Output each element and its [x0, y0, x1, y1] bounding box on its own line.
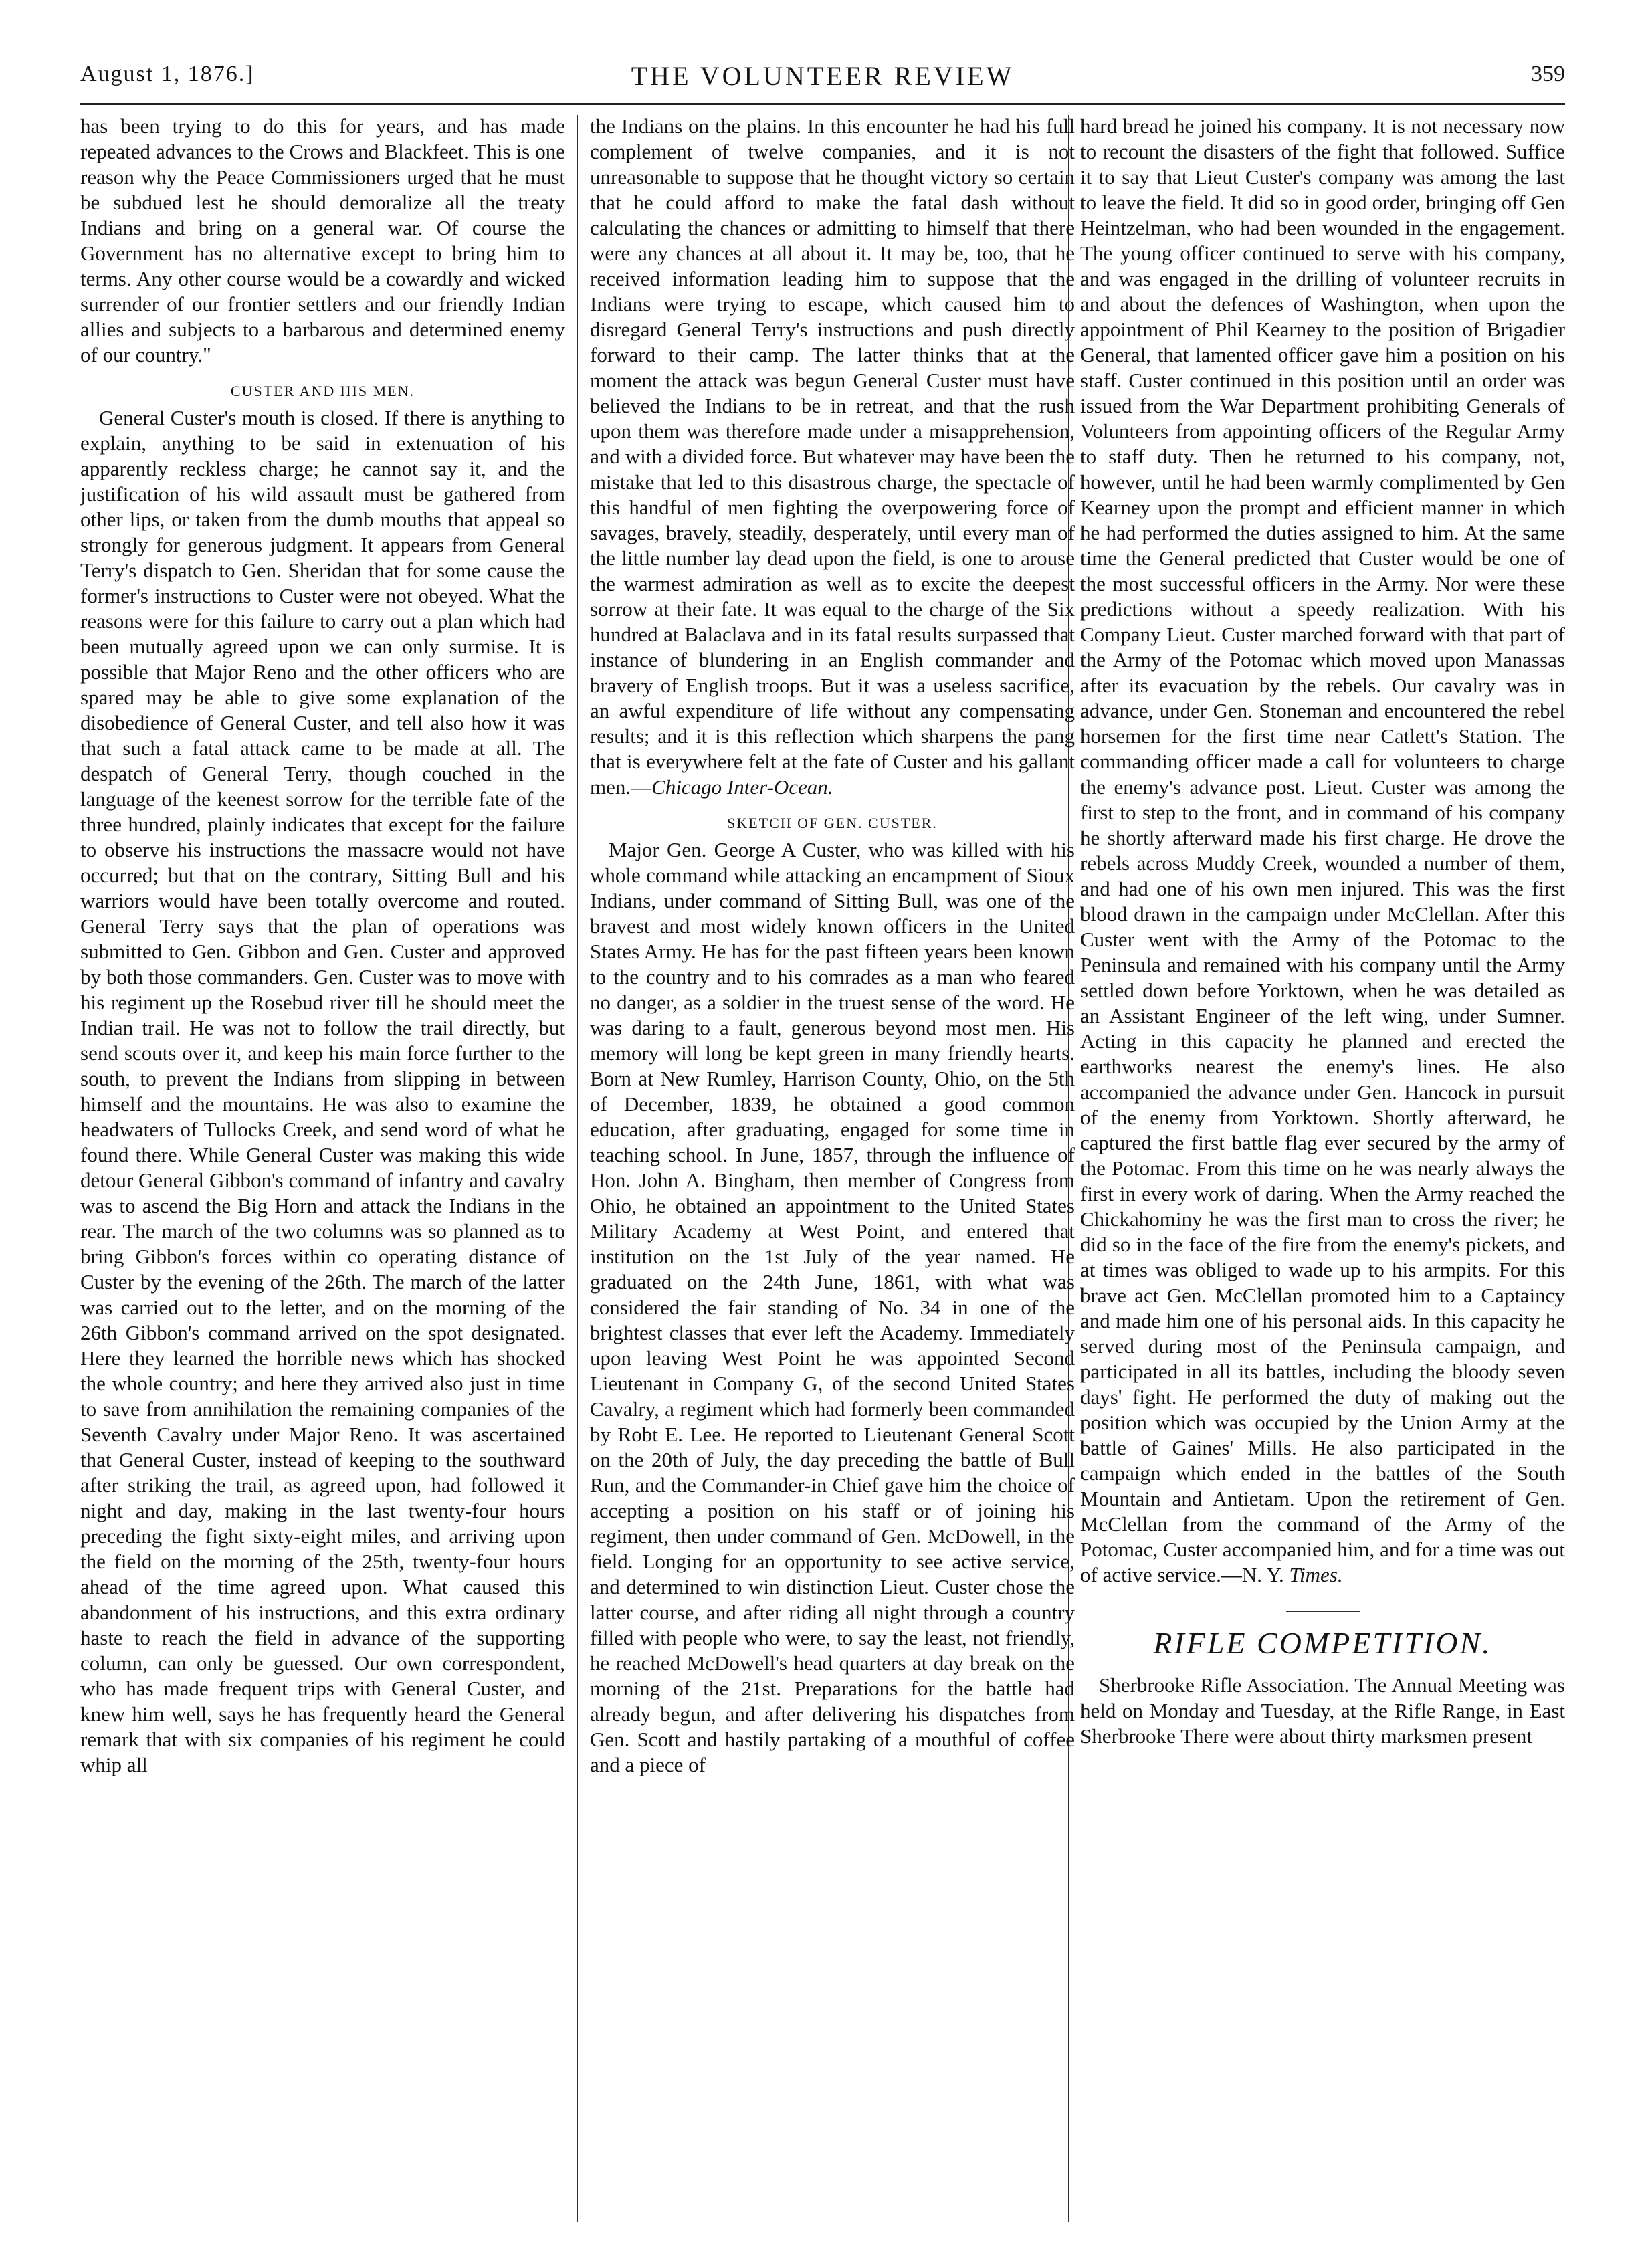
section-divider	[1286, 1611, 1360, 1612]
article-body: Major Gen. George A Custer, who was killed with his whole command while attacking an encampment of Sioux Indians, under command of Sitting Bull, was one of the bravest and most widely known officers in the United States Army. He has for the past fifteen years been known to the country and to his comrades as a man who feared no danger, as a soldier in the truest sense of the word. He was daring to a fault, generous beyond most men. His memory will long be kept green in many friendly hearts. Born at New Rumley, Harrison County, Ohio, on the 5th of December, 1839, he obtained a good common education, after graduating, engaged for some time in teaching school. In June, 1857, through the influence of Hon. John A. Bingham, then member of Congress from Ohio, he obtained an appointment to the United States Military Academy at West Point, and entered that institution on the 1st July of the year named. He graduated on the 24th June, 1861, with what was considered the fair standing of No. 34 in one of the brightest classes that ever left the Academy. Immediately upon leaving West Point he was appointed Second Lieutenant in Company G, of the second United States Cavalry, a regiment which had formerly been commanded by Robt E. Lee. He reported to Lieutenant General Scott on the 20th of July, the day preceding the battle of Bull Run, and the Commander-in Chief gave him the choice of accepting a position on his staff or of joining his regiment, then under command of Gen. McDowell, in the field. Longing for an opportunity to see active service, and determined to win distinction Lieut. Custer chose the latter course, and after riding all night through a country filled with people who were, to say the least, not friendly, he reached McDowell's head quarters at day break on the morning of the 21st. Preparations for the battle had already begun, and after delivering his dispatches from Gen. Scott and hastily partaking of a mouthful of coffee and a piece of	[590, 838, 1075, 1776]
column-2	[590, 114, 1075, 2221]
column-1	[80, 114, 565, 2221]
article-text: hard bread he joined his company. It is not necessary now to recount the disasters of the fight that followed. Suffice it to say that Lieut Custer's company was among the last to leave the field. It did so in good order, bringing off Gen Heintzelman, who had been wounded in the engagement. The young officer continued to serve with his company, and was engaged in the drilling of volunteer recruits in and about the defences of Washington, when upon the appointment of Phil Kearney to the position of Brigadier General, that lamented officer gave him a position on his staff. Custer continued in this position until an order was issued from the War Department prohibiting Generals of Volunteers from appointing officers of the Regular Army to staff duty. Then he returned to his company, not, however, until he had been warmly complimented by Gen Kearney upon the prompt and efficient manner in which he had performed the duties assigned to him. At the same time the General predicted that Custer would be one of the most successful officers in the Army. Nor were these predictions without a speedy realization. With his Company Lieut. Custer marched forward with that part of the Army of the Potomac which moved upon Manassas after its evacuation by the rebels. Our cavalry was in advance, under Gen. Stoneman and encountered the rebel horsemen for the first time near Catlett's Station. The commanding officer made a call for volunteers to charge the enemy's advance post. Lieut. Custer was among the first to step to the front, and in command of his company he shortly afterward made his first charge. He drove the rebels across Muddy Creek, wounded a number of them, and had one of his own men injured. This was the first blood drawn in the campaign under McClellan. After this Custer went with the Army of the Potomac to the Peninsula and remained with his company until the Army settled down before Yorktown, when he was detailed as an Assistant Engineer of the left wing, under Sumner. Acting in this capacity he planned and erected the earthworks nearest the enemy's lines. He also accompanied the advance under Gen. Hancock in pursuit of the enemy from Yorktown. Shortly afterward, he captured the first battle flag ever secured by the army of the Potomac. From this time on he was nearly always the first in every work of daring. When the Army reached the Chickahominy he was the first man to cross the river; he did so in the face of the fire from the enemy's pickets, and at times was obliged to wade up to his armpits. For this brave act Gen. McClellan promoted him to a Captaincy and made him one of his personal aids. In this capacity he served during most of the Peninsula campaign, and participated in all its battles, including the bloody seven days' fight. He performed the duty of making out the position which was occupied by the Union Army at the battle of Gaines' Mills. He also participated in the campaign which ended in the battles of the South Mountain and Antietam. Upon the retirement of Gen. McClellan from the command of the Army of the Potomac, Custer accompanied him, and for a time was out of active service.—N. Y.	[1080, 114, 1565, 1586]
column-rule	[577, 115, 578, 2222]
article-source: Times.	[1289, 1563, 1343, 1586]
page-number: 359	[1531, 62, 1565, 86]
section-heading: RIFLE COMPETITION.	[1153, 1626, 1492, 1660]
article-continuation: has been trying to do this for years, and has made repeated advances to the Crows and Blackfeet. This is one reason why the Peace Commissioners urged that he must be subdued lest he should demoralize all the treaty Indians and bring on a general war. Of course the Government has no alternative except to bring him to terms. Any other course would be a cowardly and wicked surrender of our frontier settlers and our friendly Indian allies and subjects to a barbarous and determined enemy of our country."	[80, 114, 565, 367]
section-heading: CUSTER AND HIS MEN.	[230, 383, 415, 399]
article-text: The Annual Meeting was held on Monday and Tuesday, at the Rifle Range, in East Sherbrooke There were about thirty marksmen present	[1080, 1673, 1565, 1748]
article-body: General Custer's mouth is closed. If there is anything to explain, anything to be said in extenuation of his apparently reckless charge; he cannot say it, and the justification of his wild assault must be gathered from other lips, or taken from the dumb mouths that appeal so strongly for generous judgment. It appears from General Terry's dispatch to Gen. Sheridan that for some cause the former's instructions to Custer were not obeyed. What the reasons were for this failure to carry out a plan which had been mutually agreed upon we can only surmise. It is possible that Major Reno and the other officers who are spared may be able to give some explanation of the disobedience of General Custer, and tell also how it was that such a fatal attack came to be made at all. The despatch of General Terry, though couched in the language of the keenest sorrow for the terrible fate of the three hundred, plainly indicates that except for the failure to observe his instructions the massacre would not have occurred; but that on the contrary, Sitting Bull and his warriors would have been totally overcome and routed. General Terry says that the plan of operations was submitted to Gen. Gibbon and Gen. Custer and approved by both those commanders. Gen. Custer was to move with his regiment up the Rosebud river till he should meet the Indian trail. He was not to follow the trail directly, but send scouts over it, and keep his main force further to the south, to prevent the Indians from slipping in between himself and the mountains. He was also to examine the headwaters of Tullocks Creek, and send word of what he found there. While General Custer was making this wide detour General Gibbon's command of infantry and cavalry was to ascend the Big Horn and attack the Indians in the rear. The march of the two columns was so planned as to bring Gibbon's forces within co operating distance of Custer by the evening of the 26th. The march of the latter was carried out to the letter, and on the morning of the 26th Gibbon's command arrived on the spot designated. Here they learned the horrible news which has shocked the whole country; and here they arrived also just in time to save from annihilation the remaining companies of the Seventh Cavalry under Major Reno. It was ascertained that General Custer, instead of keeping to the southward after striking the trail, as agreed upon, had followed it night and day, making in the last twenty-four hours preceding the fight sixty-eight miles, and arriving upon the field on the morning of the 25th, twenty-four hours ahead of the time agreed upon. What caused this abandonment of his instructions, and this extra ordinary haste to reach the field in advance of the supporting column, can only be guessed. Our own correspondent, who has made frequent trips with General Custer, and knew him well, says he has frequently heard the General remark that with six companies of his regiment he could whip all	[80, 406, 565, 1776]
article-lead-in: Sherbrooke Rifle Association.	[1099, 1673, 1350, 1697]
article-continuation	[590, 114, 1075, 800]
article-source: Chicago Inter-Ocean.	[651, 775, 833, 799]
section-heading: SKETCH OF GEN. CUSTER.	[727, 815, 938, 831]
article-continuation	[1080, 114, 1565, 1588]
issue-date: August 1, 1876.]	[80, 62, 255, 86]
article-body	[1080, 1673, 1565, 1749]
publication-title: THE VOLUNTEER REVIEW	[631, 61, 1015, 91]
page-header	[80, 56, 1565, 105]
article-text: the Indians on the plains. In this encounter he had his full complement of twelve companies, and it is not unreasonable to suppose that he thought victory so certain that he could afford to make the fatal dash without calculating the chances or admitting to himself that there were any chances at all about it. It may be, too, that he received information leading him to suppose that the Indians were trying to escape, which caused him to disregard General Terry's instructions and push directly forward to their camp. The latter thinks that at the moment the attack was begun General Custer must have believed the Indians to be in retreat, and that the rush upon them was therefore made under a misapprehension, and with a divided force. But whatever may have been the mistake that led to this disastrous charge, the spectacle of this handful of men fighting the overpowering force of savages, bravely, steadily, desperately, until every man of the little number lay dead upon the field, is one to arouse the warmest admiration as well as to excite the deepest sorrow at their fate. It was equal to the charge of the Six hundred at Balaclava and in its fatal results surpassed that instance of blundering in an English commander and bravery of English troops. But it was a useless sacrifice, an awful expenditure of life without any compensating results; and it is this reflection which sharpens the pang that is everywhere felt at the fate of Custer and his gallant men.—	[590, 114, 1075, 799]
column-3	[1080, 114, 1565, 2221]
